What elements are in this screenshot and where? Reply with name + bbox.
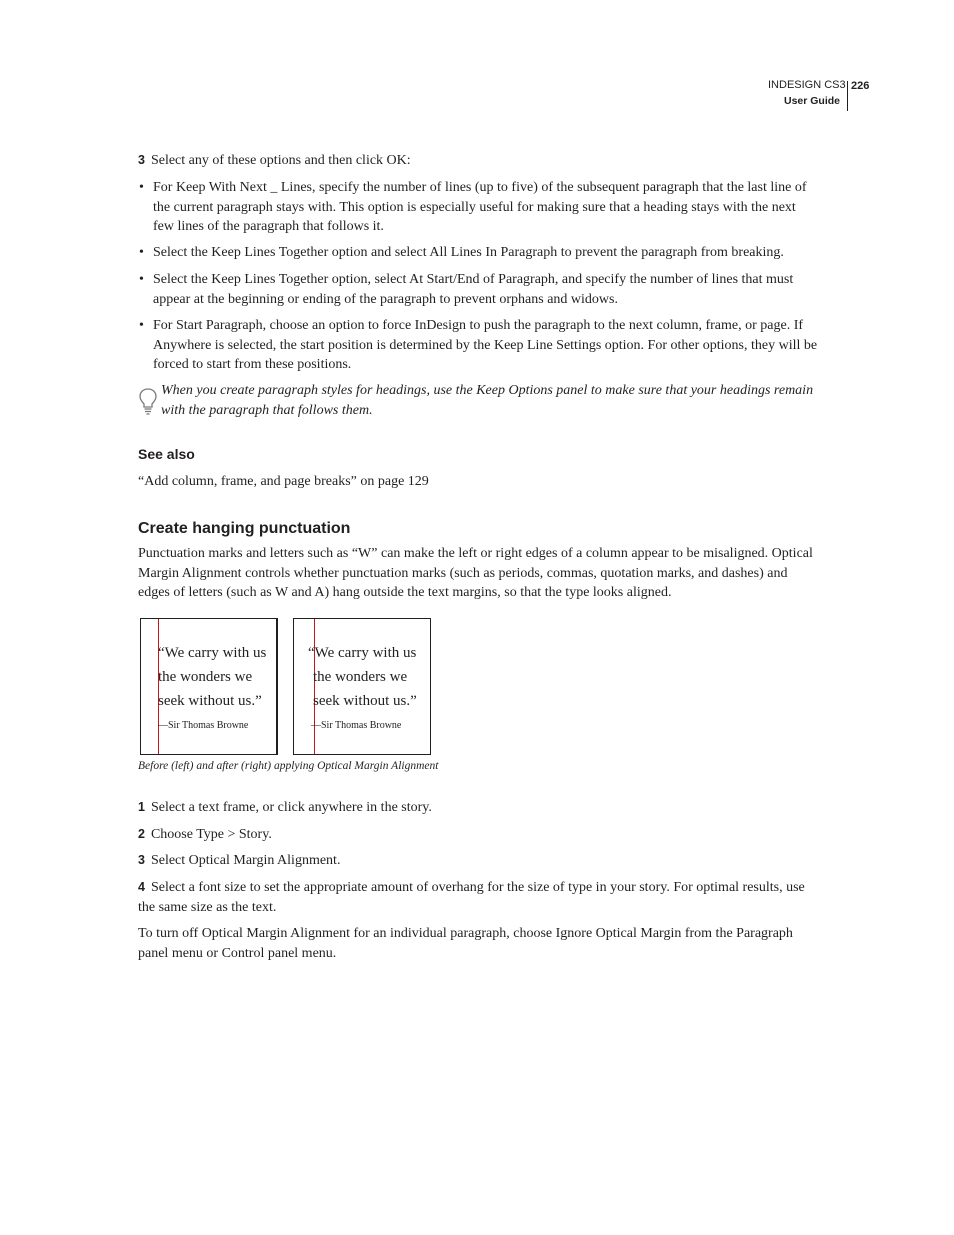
page-number: 226 — [851, 80, 870, 92]
quote-line: seek without us.” — [158, 693, 262, 709]
bullet-glyph: • — [139, 272, 144, 287]
bullet-glyph: • — [139, 245, 144, 260]
bullet-text: Select the Keep Lines Together option and select All Lines In Paragraph to prevent the paragraph from breaking. — [153, 245, 784, 260]
quote-line: the wonders we — [313, 669, 408, 685]
header-product: INDESIGN CS3 — [768, 79, 846, 91]
figure-before-frame — [140, 618, 278, 755]
bullet-glyph: • — [139, 318, 144, 333]
tip-note — [138, 381, 818, 420]
bullet-glyph: • — [139, 180, 144, 195]
step-item — [138, 878, 818, 917]
step-number: 4 — [138, 880, 145, 894]
figure-author: —Sir Thomas Browne — [311, 720, 402, 731]
bullet-item — [138, 178, 818, 237]
figure-after-frame — [293, 618, 431, 755]
section-intro: Punctuation marks and letters such as “W” can make the left or right edges of a column appear to be misaligned. Optical Margin Alignment controls whether punctuation marks (such as periods, commas, quotation marks, and dashes) and edges of letters (such as W and A) hang outside the text margins, so that the type looks aligned. — [138, 546, 813, 600]
step-item — [138, 798, 818, 818]
figure-caption: Before (left) and after (right) applying Optical Margin Alignment — [138, 760, 439, 772]
header-divider — [847, 81, 848, 111]
bullet-text: Select the Keep Lines Together option, select At Start/End of Paragraph, and specify the number of lines that must appear at the beginning or ending of the paragraph to prevent orphans and widows. — [153, 272, 794, 307]
quote-line: seek without us.” — [313, 693, 417, 709]
figure-quote — [308, 641, 417, 713]
see-also-link[interactable]: “Add column, frame, and page breaks” on page 129 — [138, 474, 429, 489]
bullet-item — [138, 316, 818, 375]
header-guide: User Guide — [784, 95, 841, 107]
step-number: 1 — [138, 800, 145, 814]
step-text: Choose Type > Story. — [150, 827, 272, 842]
quote-line: “We carry with us — [308, 645, 417, 661]
step-number: 2 — [138, 827, 145, 841]
step-text: Select any of these options and then click OK: — [150, 153, 411, 168]
step-item — [138, 851, 818, 871]
running-header — [720, 79, 880, 111]
bullet-text: For Keep With Next _ Lines, specify the number of lines (up to five) of the subsequent paragraph that the last line of the current paragraph stays with. This option is especially useful for making sure that a heading stays with the next few lines of the paragraph that follows it. — [153, 180, 807, 234]
quote-line: “We carry with us — [158, 645, 267, 661]
step-item — [138, 825, 818, 845]
bullet-text: For Start Paragraph, choose an option to force InDesign to push the paragraph to the next column, frame, or page. If Anywhere is selected, the start position is determined by the Keep Line Settings option. For other options, they will be forced to start from these positions. — [153, 318, 818, 372]
bullet-item — [138, 270, 818, 309]
step-text: Select a font size to set the appropriate amount of overhang for the size of type in your story. For optimal results, use the same size as the text. — [138, 880, 805, 915]
section-heading: Create hanging punctuation — [138, 520, 351, 537]
step-text: Select a text frame, or click anywhere in the story. — [150, 800, 432, 815]
closing-paragraph: To turn off Optical Margin Alignment for an individual paragraph, choose Ignore Optical Margin from the Paragraph panel menu or Control panel menu. — [138, 926, 793, 961]
step-select-options — [138, 151, 818, 171]
tip-text: When you create paragraph styles for headings, use the Keep Options panel to make sure that your headings remain with the paragraph that follows them. — [161, 383, 814, 418]
bullet-item — [138, 243, 818, 263]
see-also-heading: See also — [138, 446, 195, 462]
step-number: 3 — [138, 853, 145, 867]
figure-author: —Sir Thomas Browne — [158, 720, 249, 731]
quote-line: the wonders we — [158, 669, 253, 685]
lightbulb-icon — [138, 387, 158, 415]
step-number: 3 — [138, 153, 145, 167]
step-text: Select Optical Margin Alignment. — [150, 853, 341, 868]
figure-quote — [158, 641, 266, 713]
